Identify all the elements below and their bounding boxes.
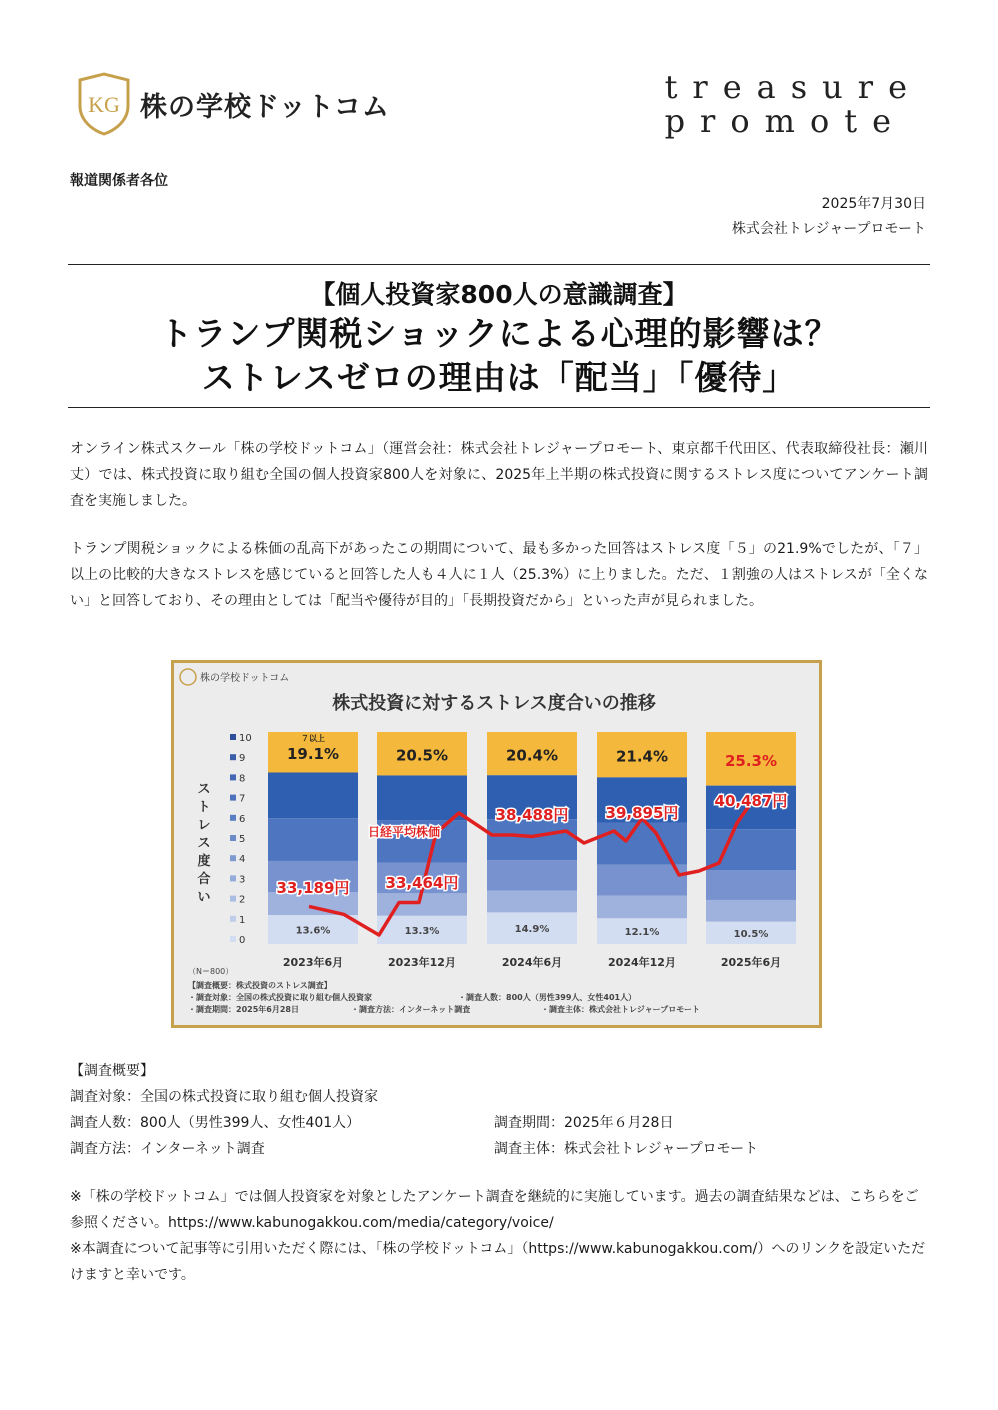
note-past-surveys: ※「株の学校ドットコム」では個人投資家を対象としたアンケート調査を継続的に実施しています。過去の調査結果などは、こちらをご参照ください。https://www.kabunogakkou.com/media/category/voice/ [70,1189,919,1231]
legend-swatch [230,795,236,801]
nikkei-point-label: 39,895円 [605,804,679,822]
bar-bottom-label: 13.3% [404,925,440,937]
legend-label: 5 [239,834,246,845]
ylabel-char: ト [197,800,211,815]
chart-note: ・調査期間：2025年6月28日 [188,1005,299,1014]
survey-target: 調査対象：全国の株式投資に取り組む個人投資家 [70,1089,378,1105]
bar-segment-mid [597,865,687,896]
nikkei-point-label: 33,189円 [276,879,350,897]
stress-chart [171,660,822,1028]
title-bottom-rule [68,407,930,408]
ylabel-char: レ [197,818,211,833]
survey-method: 調査方法：インターネット調査 [70,1141,265,1157]
title-line-3: ストレスゼロの理由は「配当」「優待」 [201,358,797,397]
legend-label: 9 [239,753,246,765]
ylabel-char: ス [197,836,211,851]
shield-logo-icon [76,72,132,136]
chart-note: ・調査人数：800人（男性399人、女性401人） [458,993,637,1002]
survey-heading: 【調査概要】 [70,1063,154,1079]
intro-paragraph: オンライン株式スクール「株の学校ドットコム」（運営会社：株式会社トレジャープロモート、東京都千代田区、代表取締役社長：瀬川 丈）では、株式投資に取り組む全国の個人投資家800人を対象に、2025年上半期の株式投資に関するストレス度についてアンケート調査を実施しました。 [70,441,928,509]
bar-segment-mid [706,870,796,900]
survey-count: 調査人数：800人（男性399人、女性401人） [70,1115,361,1131]
title-line-2: トランプ関税ショックによる心理的影響は？ [159,314,839,353]
survey-overview [70,1058,930,1162]
stress-chart-svg [174,663,819,1025]
bar-segment-mid [377,775,467,820]
bar-segment-mid [268,818,358,861]
press-title [68,278,930,400]
x-tick-label: 2024年6月 [501,956,563,969]
x-tick-label: 2023年6月 [282,956,344,969]
release-date: 2025年7月30日 [821,196,926,212]
bar-segment-mid [487,890,577,912]
issuer-company: 株式会社トレジャープロモート [731,221,926,237]
bar-top-note: ７以上 [301,734,325,743]
legend-swatch [230,815,236,821]
logo-mark-letters: KG [88,92,120,117]
chart-sample-size: （N＝800） [188,967,234,976]
x-tick-label: 2025年6月 [720,956,782,969]
legend-swatch [230,774,236,780]
survey-period: 調査期間：2025年６月28日 [494,1115,674,1131]
ylabel-char: ス [197,782,211,797]
chart-logo-text: 株の学校ドットコム [200,673,290,684]
bar-segment-mid [268,772,358,818]
legend-swatch [230,916,236,922]
bar-top-label: 20.5% [395,746,449,765]
chart-note: 【調査概要：株式投資のストレス調査】 [188,981,332,990]
nikkei-legend-label: 日経平均株価 [367,825,441,839]
legend-label: 4 [239,854,246,866]
logo-text: 株の学校ドットコム [140,91,390,123]
ylabel-char: 度 [197,854,211,869]
legend-swatch [230,734,236,740]
bar-bottom-label: 14.9% [514,924,550,936]
x-tick-label: 2024年12月 [608,956,676,969]
legend-swatch [230,855,236,861]
legend-label: 7 [239,793,246,805]
bar-bottom-label: 13.6% [295,925,331,937]
nikkei-point-label: 33,464円 [385,874,459,892]
ylabel-char: い [197,890,211,905]
brand-line-2: promote [664,102,907,140]
chart-note: ・調査主体：株式会社トレジャープロモート [541,1005,700,1014]
chart-ylabel [197,782,210,905]
bar-bottom-label: 10.5% [733,928,769,940]
title-top-rule [68,264,930,265]
legend-label: 3 [239,874,246,886]
company-logo [76,72,390,136]
legend-swatch [230,896,236,902]
legend-label: 2 [239,894,246,906]
bar-bottom-label: 12.1% [624,927,660,939]
survey-organizer: 調査主体：株式会社トレジャープロモート [494,1141,759,1157]
legend-swatch [230,936,236,942]
legend-swatch [230,875,236,881]
legend-label: 6 [239,813,246,825]
brand-wordmark [665,70,922,138]
findings-paragraph: トランプ関税ショックによる株価の乱高下があったこの期間について、最も多かった回答はストレス度「５」の21.9%でしたが、「７」以上の比較的大きなストレスを感じていると回答した人も４人に１人（25.3%）に上りました。ただ、１割強の人はストレスが「全くない」と回答しており、その理由としては「配当や優待が目的」「長期投資だから」といった声が見られました。 [70,541,928,609]
bar-segment-mid [487,860,577,890]
chart-note: ・調査方法：インターネット調査 [351,1005,471,1014]
brand-line-1: treasure [664,68,922,106]
addressee: 報道関係者各位 [70,173,168,189]
legend-label: 10 [239,733,252,744]
chart-note: ・調査対象：全国の株式投資に取り組む個人投資家 [188,993,372,1002]
legend-label: 0 [239,935,246,946]
legend-label: 1 [239,914,246,926]
nikkei-point-label: 40,487円 [714,792,788,810]
legend-swatch [230,835,236,841]
bar-segment-mid [706,900,796,922]
note-citation: ※本調査について記事等に引用いただく際には、「株の学校ドットコム」（https://www.kabunogakkou.com/）へのリンクを設定いただけますと幸いです。 [70,1241,926,1283]
legend-label: 8 [239,773,246,785]
bar-top-label: 20.4% [505,746,559,765]
title-line-1: 【個人投資家800人の意識調査】 [310,280,688,309]
legend-swatch [230,754,236,760]
notes [70,1184,928,1288]
bar-top-label: 21.4% [615,747,669,766]
bar-segment-mid [597,896,687,919]
bar-segment-mid [487,819,577,860]
chart-title: 株式投資に対するストレス度合いの推移 [332,693,656,714]
nikkei-point-label: 38,488円 [495,806,569,824]
bar-top-label: 19.1% [286,745,340,764]
x-tick-label: 2023年12月 [388,956,456,969]
bar-segment-mid [597,822,687,864]
bar-top-label: 25.3% [724,751,778,770]
ylabel-char: 合 [197,872,211,887]
